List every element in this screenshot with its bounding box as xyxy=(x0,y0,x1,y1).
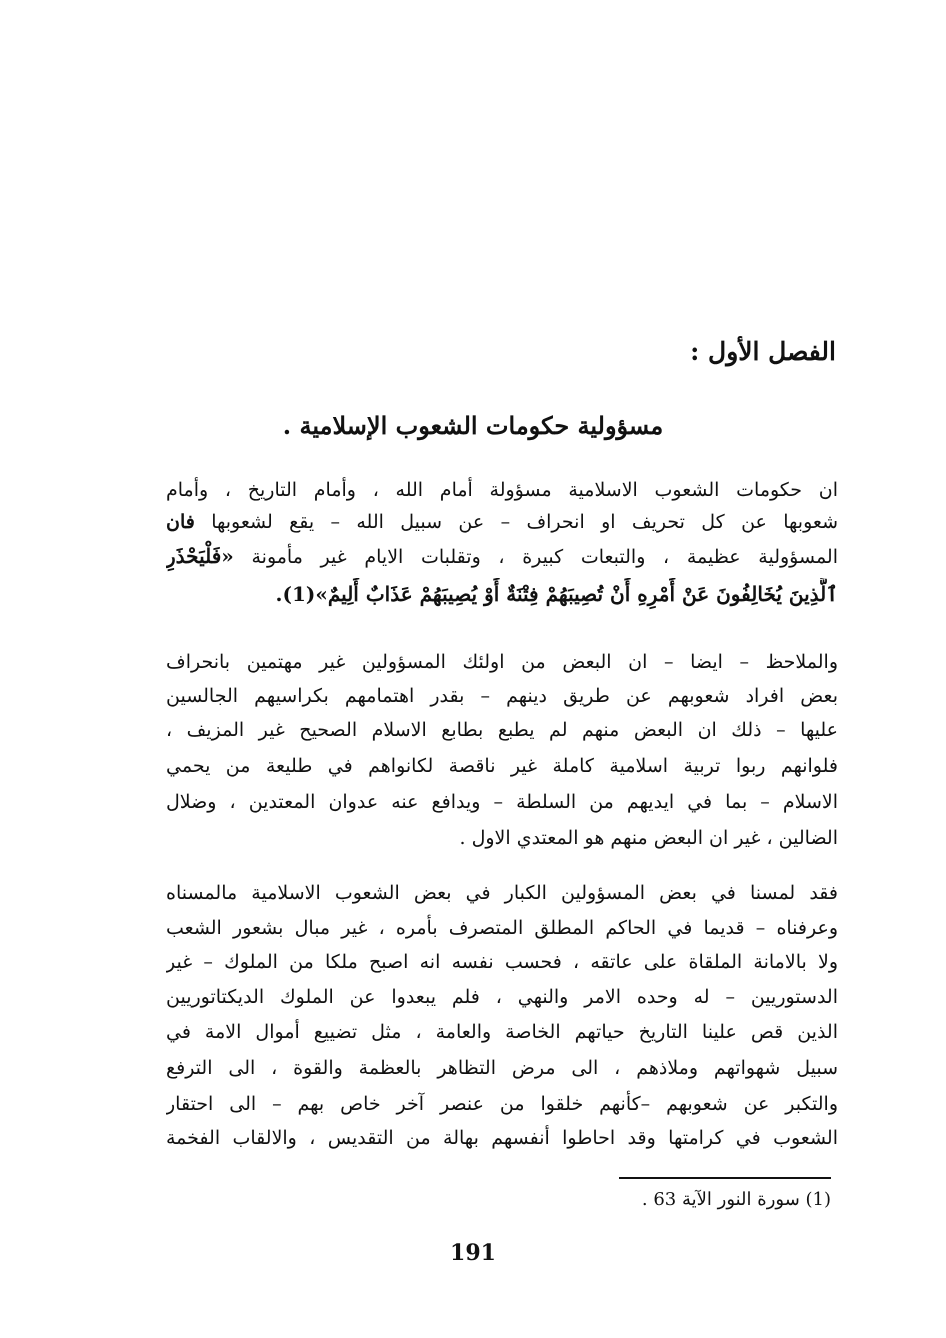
paragraph-2-line-3: عليها – ذلك ان البعض منهم لم يطبع بطابع الاسلام الصحيح غير المزيف ، xyxy=(166,719,838,741)
paragraph-3-line-5: الذين قص علينا التاريخ حياتهم الخاصة والعامة ، مثل تضييع أموال الامة في xyxy=(166,1021,838,1043)
paragraph-2-line-4: فلوانهم ربوا تربية اسلامية كاملة غير ناقصة لكانواهم في طليعة من يحمي xyxy=(166,755,838,777)
paragraph-3-line-1: فقد لمسنا في بعض المسؤولين الكبار في بعض الشعوب الاسلامية مالمسناه xyxy=(166,882,838,904)
paragraph-2-line-1: والملاحظ – ايضا – ان البعض من اولئك المسؤولين غير مهتمين بانحراف xyxy=(166,651,838,673)
paragraph-2-line-5: الاسلام – بما في ايديهم من السلطة – ويدافع عنه عدوان المعتدين ، وضلال xyxy=(166,791,838,813)
paragraph-1-line-3-text: المسؤولية عظيمة ، والتبعات كبيرة ، وتقلبات الايام غير مأمونة xyxy=(251,546,838,568)
paragraph-3-line-4: الدستوريين – له وحده الامر والنهي ، فلم يبعدوا عن الملوك الديكتاتوريين xyxy=(166,986,838,1008)
paragraph-3-line-3: ولا بالامانة الملقاة على عاتقه ، فحسب نفسه انه اصبح ملكا من الملوك – غير xyxy=(166,951,838,973)
page-number: 191 xyxy=(450,1240,496,1266)
chapter-heading: الفصل الأول : xyxy=(690,337,836,366)
paragraph-2-line-6: الضالين ، غير ان البعض منهم هو المعتدي الاول . xyxy=(459,827,838,849)
section-title: مسؤولية حكومات الشعوب الإسلامية . xyxy=(282,411,664,440)
paragraph-1-line-1: ان حكومات الشعوب الاسلامية مسؤولة أمام الله ، وأمام التاريخ ، وأمام xyxy=(166,479,838,501)
paragraph-1-line-2-text: شعوبها عن كل تحريف او انحراف – عن سبيل الله – يقع لشعوبها xyxy=(211,511,838,533)
paragraph-3-line-2: وعرفناه – قديما في الحاكم المطلق المتصرف بأمره ، غير مبال بشعور الشعب xyxy=(166,917,838,939)
paragraph-3-line-7: والتكبر عن شعوبهم –كأنهم خلقوا من عنصر آخر خاص بهم – الى احتقار xyxy=(166,1093,838,1115)
paragraph-1-line-4 xyxy=(166,578,838,610)
footnote-divider xyxy=(619,1177,831,1179)
paragraph-1-line-2 xyxy=(166,506,838,538)
paragraph-2-line-2: بعض افراد شعوبهم عن طريق دينهم – بقدر اهتمامهم بكراسيهم الجالسين xyxy=(166,685,838,707)
footnote: (1) سورة النور الآية 63 . xyxy=(641,1189,831,1210)
paragraph-3-line-6: سبيل شهواتهم وملاذهم ، الى مرض التظاهر بالعظمة والقوة ، الى الترفع xyxy=(166,1057,838,1079)
quran-verse-start: «فَلْيَحْذَرِ xyxy=(166,544,234,568)
paragraph-3-line-8: الشعوب في كرامتها وقد احاطوا أنفسهم بهالة من التقديس ، والالقاب الفخمة xyxy=(166,1127,838,1149)
paragraph-1-line-2-bold-word: فان xyxy=(166,511,195,533)
paragraph-1-line-3 xyxy=(166,540,838,572)
quran-verse: ٱلَّذِينَ يُخَالِفُونَ عَنْ أَمْرِهِ أَنْ تُصِيبَهُمْ فِتْنَةٌ أَوْ يُصِيبَهُمْ عَذَابٌ أَلِيمٌ»(1). xyxy=(275,582,838,606)
